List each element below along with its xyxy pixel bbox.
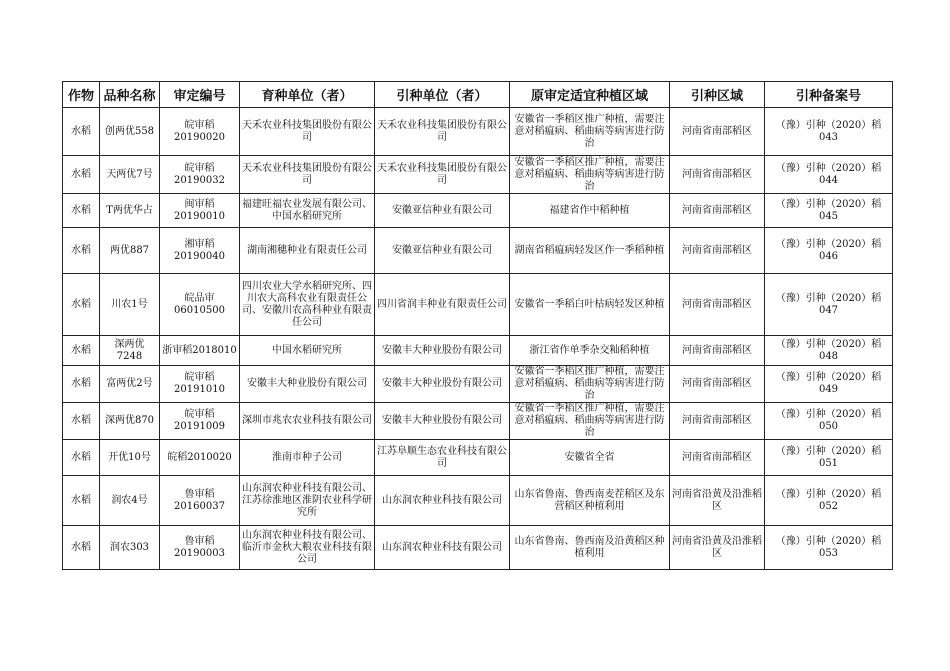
cell-introduction-region: 河南省南部稻区 — [670, 156, 765, 194]
cell-variety-name: 深两优870 — [100, 403, 160, 440]
table-row — [63, 336, 893, 366]
cell-original-region: 山东省鲁南、鲁西南麦茬稻区及东营稻区种植利用 — [510, 476, 670, 526]
cell-breeder: 山东润农种业科技有限公司、江苏徐淮地区淮阴农业科学研究所 — [240, 476, 375, 526]
cell-approval-number: 皖品审06010500 — [160, 274, 240, 336]
cell-original-region: 安徽省一季稻区推广种植，需要注意对稻瘟病、稻曲病等病害进行防治 — [510, 108, 670, 156]
cell-original-region: 湖南省稻瘟病轻发区作一季稻种植 — [510, 228, 670, 274]
header-variety-name: 品种名称 — [100, 82, 160, 108]
cell-original-region: 浙江省作单季杂交籼稻种植 — [510, 336, 670, 366]
header-introducer: 引种单位（者） — [375, 82, 510, 108]
cell-crop: 水稻 — [63, 228, 100, 274]
cell-filing-number: （豫）引种（2020）稻049 — [765, 366, 893, 403]
cell-crop: 水稻 — [63, 403, 100, 440]
cell-introduction-region: 河南省南部稻区 — [670, 194, 765, 228]
table-row — [63, 366, 893, 403]
cell-introducer: 安徽亚信种业有限公司 — [375, 228, 510, 274]
cell-introduction-region: 河南省沿黄及沿淮稻区 — [670, 526, 765, 570]
cell-breeder: 湖南湘穗种业有限责任公司 — [240, 228, 375, 274]
cell-introducer: 安徽丰大种业股份有限公司 — [375, 336, 510, 366]
header-crop: 作物 — [63, 82, 100, 108]
cell-breeder: 中国水稻研究所 — [240, 336, 375, 366]
cell-approval-number: 闽审稻20190010 — [160, 194, 240, 228]
cell-introducer: 安徽亚信种业有限公司 — [375, 194, 510, 228]
cell-crop: 水稻 — [63, 476, 100, 526]
cell-introducer: 四川省润丰种业有限责任公司 — [375, 274, 510, 336]
cell-variety-name: T两优华占 — [100, 194, 160, 228]
cell-introduction-region: 河南省南部稻区 — [670, 440, 765, 476]
cell-variety-name: 润农4号 — [100, 476, 160, 526]
cell-approval-number: 皖稻2010020 — [160, 440, 240, 476]
cell-approval-number: 浙审稻2018010 — [160, 336, 240, 366]
cell-variety-name: 润农303 — [100, 526, 160, 570]
cell-breeder: 四川农业大学水稻研究所、四川农大高科农业有限责任公司、安徽川农高科种业有限责任公司 — [240, 274, 375, 336]
cell-breeder: 天禾农业科技集团股份有限公司 — [240, 108, 375, 156]
cell-filing-number: （豫）引种（2020）稻046 — [765, 228, 893, 274]
cell-introduction-region: 河南省南部稻区 — [670, 274, 765, 336]
cell-breeder: 深圳市兆农农业科技有限公司 — [240, 403, 375, 440]
table-row — [63, 156, 893, 194]
cell-approval-number: 皖审稻20190032 — [160, 156, 240, 194]
cell-filing-number: （豫）引种（2020）稻051 — [765, 440, 893, 476]
cell-approval-number: 鲁审稻20190003 — [160, 526, 240, 570]
table-row — [63, 440, 893, 476]
cell-approval-number: 皖审稻20191009 — [160, 403, 240, 440]
table-row — [63, 526, 893, 570]
cell-crop: 水稻 — [63, 108, 100, 156]
cell-introduction-region: 河南省南部稻区 — [670, 228, 765, 274]
cell-variety-name: 富两优2号 — [100, 366, 160, 403]
cell-introduction-region: 河南省南部稻区 — [670, 403, 765, 440]
cell-crop: 水稻 — [63, 336, 100, 366]
cell-crop: 水稻 — [63, 156, 100, 194]
cell-filing-number: （豫）引种（2020）稻053 — [765, 526, 893, 570]
cell-breeder: 福建旺福农业发展有限公司、中国水稻研究所 — [240, 194, 375, 228]
cell-crop: 水稻 — [63, 366, 100, 403]
cell-variety-name: 深两优7248 — [100, 336, 160, 366]
variety-table — [62, 81, 893, 570]
cell-introducer: 山东润农种业科技有限公司 — [375, 476, 510, 526]
cell-crop: 水稻 — [63, 274, 100, 336]
cell-variety-name: 创两优558 — [100, 108, 160, 156]
cell-introducer: 江苏阜顺生态农业科技有限公司 — [375, 440, 510, 476]
cell-variety-name: 川农1号 — [100, 274, 160, 336]
cell-approval-number: 鲁审稻20160037 — [160, 476, 240, 526]
cell-introduction-region: 河南省南部稻区 — [670, 366, 765, 403]
header-breeder: 育种单位（者） — [240, 82, 375, 108]
table-row — [63, 476, 893, 526]
table-row — [63, 274, 893, 336]
cell-breeder: 天禾农业科技集团股份有限公司 — [240, 156, 375, 194]
table-row — [63, 403, 893, 440]
cell-introduction-region: 河南省南部稻区 — [670, 336, 765, 366]
cell-introducer: 天禾农业科技集团股份有限公司 — [375, 108, 510, 156]
table-row — [63, 108, 893, 156]
cell-original-region: 安徽省一季稻白叶枯病轻发区种植 — [510, 274, 670, 336]
cell-approval-number: 皖审稻20190020 — [160, 108, 240, 156]
cell-original-region: 安徽省一季稻区推广种植，需要注意对稻瘟病、稻曲病等病害进行防治 — [510, 156, 670, 194]
cell-variety-name: 开优10号 — [100, 440, 160, 476]
cell-crop: 水稻 — [63, 440, 100, 476]
header-original-region: 原审定适宜种植区域 — [510, 82, 670, 108]
cell-filing-number: （豫）引种（2020）稻044 — [765, 156, 893, 194]
cell-introducer: 安徽丰大种业股份有限公司 — [375, 403, 510, 440]
cell-filing-number: （豫）引种（2020）稻048 — [765, 336, 893, 366]
cell-breeder: 山东润农种业科技有限公司、临沂市金秋大粮农业科技有限公司 — [240, 526, 375, 570]
cell-breeder: 安徽丰大种业股份有限公司 — [240, 366, 375, 403]
cell-variety-name: 两优887 — [100, 228, 160, 274]
cell-original-region: 山东省鲁南、鲁西南及沿黄稻区种植利用 — [510, 526, 670, 570]
cell-approval-number: 湘审稻20190040 — [160, 228, 240, 274]
cell-introduction-region: 河南省南部稻区 — [670, 108, 765, 156]
cell-crop: 水稻 — [63, 526, 100, 570]
cell-original-region: 福建省作中稻种植 — [510, 194, 670, 228]
table-row — [63, 228, 893, 274]
cell-filing-number: （豫）引种（2020）稻052 — [765, 476, 893, 526]
cell-introduction-region: 河南省沿黄及沿淮稻区 — [670, 476, 765, 526]
cell-introducer: 天禾农业科技集团股份有限公司 — [375, 156, 510, 194]
cell-crop: 水稻 — [63, 194, 100, 228]
header-approval-number: 审定编号 — [160, 82, 240, 108]
header-filing-number: 引种备案号 — [765, 82, 893, 108]
cell-variety-name: 天两优7号 — [100, 156, 160, 194]
cell-original-region: 安徽省一季稻区推广种植，需要注意对稻瘟病、稻曲病等病害进行防治 — [510, 366, 670, 403]
header-introduction-region: 引种区域 — [670, 82, 765, 108]
cell-breeder: 淮南市种子公司 — [240, 440, 375, 476]
cell-introducer: 山东润农种业科技有限公司 — [375, 526, 510, 570]
cell-approval-number: 皖审稻20191010 — [160, 366, 240, 403]
table-row — [63, 194, 893, 228]
cell-filing-number: （豫）引种（2020）稻050 — [765, 403, 893, 440]
cell-filing-number: （豫）引种（2020）稻047 — [765, 274, 893, 336]
cell-original-region: 安徽省全省 — [510, 440, 670, 476]
cell-introducer: 安徽丰大种业股份有限公司 — [375, 366, 510, 403]
cell-filing-number: （豫）引种（2020）稻045 — [765, 194, 893, 228]
cell-original-region: 安徽省一季稻区推广种植，需要注意对稻瘟病、稻曲病等病害进行防治 — [510, 403, 670, 440]
header-row — [63, 82, 893, 108]
cell-filing-number: （豫）引种（2020）稻043 — [765, 108, 893, 156]
